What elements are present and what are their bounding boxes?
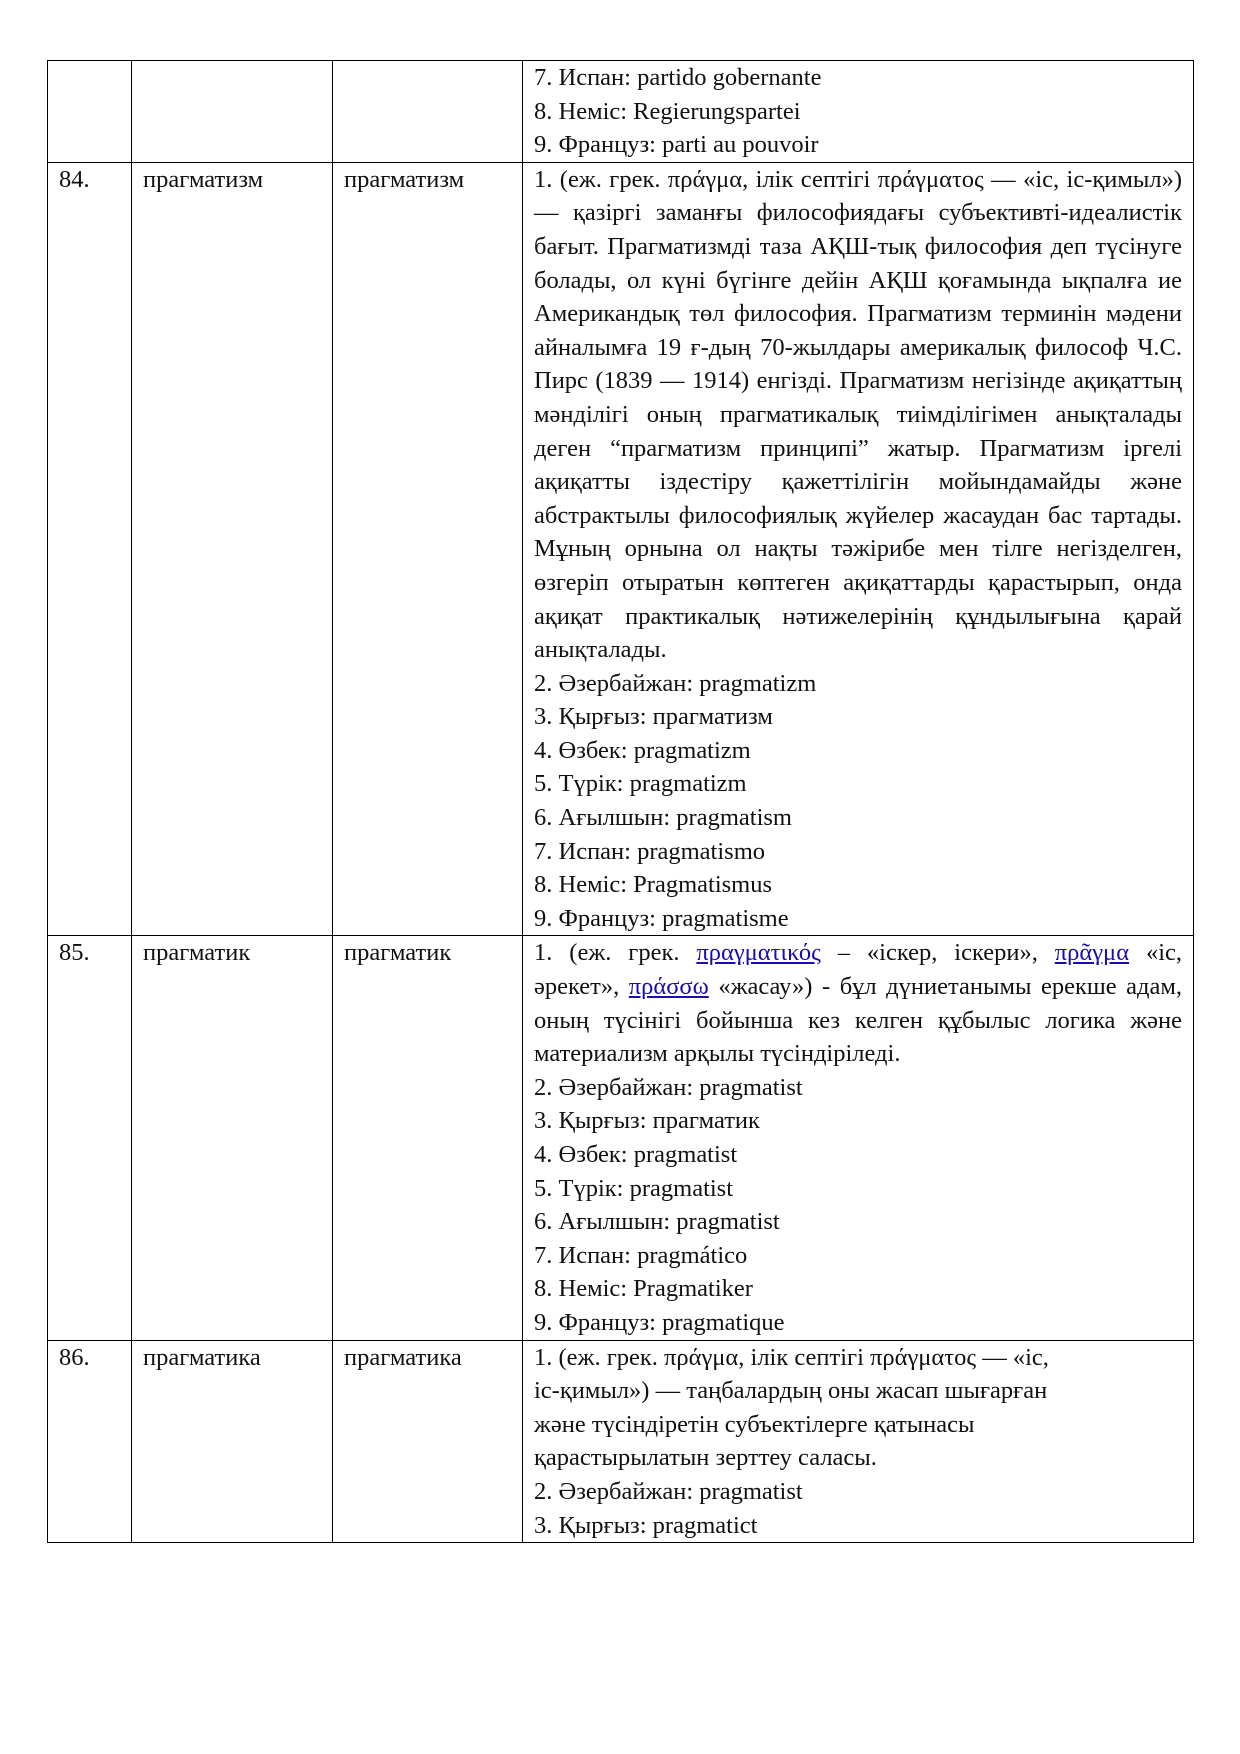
definition-text: 1. (еж. грек. πράγμα, ілік септігі πράγματος — «іс, іс-қимыл») — қазіргі заманғы философиядағы субъективті-идеалистік бағыт. Прагматизмді таза АҚШ-тық философия деп түсінуге болады, ол күні бүгінге дейін АҚШ қоғамында ықпалға ие Американдық төл философия. Прагматизм терминін мәдени айналымға 19 ғ-дың 70-жылдары америкалық философ Ч.С. Пирс (1839 — 1914) енгізді. Прагматизм негізінде ақиқаттың мәнділігі оның прагматикалық тиімділігімен анықталады деген “прагматизм принципі” жатыр. Прагматизм іргелі ақиқатты іздестіру қажеттілігін мойындамайды және абстрактылы философиялық жүйелер жасаудан бас тартады. Мұның орнына ол нақты тәжірибе мен тілге негізделген, өзгеріп отыратын көптеген ақиқаттарды қарастырып, онда ақиқат практикалық нәтижелерінің құндылығына қарай анықталады. — [534, 165, 1182, 664]
row-number — [48, 61, 132, 163]
term-russian: прагматика — [333, 1340, 523, 1543]
term-russian: прагматизм — [333, 162, 523, 936]
translation-line: 3. Қырғыз: прагматизм — [534, 703, 773, 731]
definition-segment: «іс, әрекет», — [534, 939, 1182, 1001]
table-row — [48, 936, 1194, 1340]
greek-word-link[interactable]: πράσσω — [628, 973, 709, 1001]
table-row — [48, 1340, 1194, 1543]
translation-line: 4. Өзбек: pragmatizm — [534, 736, 751, 764]
translation-line: 3. Қырғыз: pragmatict — [534, 1511, 758, 1539]
translation-line: 8. Неміс: Pragmatiker — [534, 1275, 753, 1303]
term-kazakh: прагматика — [132, 1340, 333, 1543]
table-row — [48, 61, 1194, 163]
row-number: 85. — [48, 936, 132, 1340]
translation-line: 2. Әзербайжан: pragmatist — [534, 1477, 803, 1505]
table-row — [48, 162, 1194, 936]
translation-line: 5. Түрік: pragmatist — [534, 1174, 734, 1202]
translation-line: 8. Неміс: Pragmatismus — [534, 871, 773, 899]
definition-line: іс-қимыл») — таңбалардың оны жасап шығарған — [534, 1377, 1048, 1405]
term-russian — [333, 61, 523, 163]
translation-line: 8. Неміс: Regierungspartei — [534, 97, 801, 125]
row-number: 86. — [48, 1340, 132, 1543]
definition-line: қарастырылатын зерттеу саласы. — [534, 1444, 877, 1472]
definition-segment: «жасау») - бұл дүниетанымы ерекше адам, оның түсінігі бойынша кез келген құбылыс логика және материализм арқылы түсіндіріледі. — [534, 973, 1182, 1068]
definition-segment: 1. (еж. грек. — [534, 939, 697, 967]
translation-line: 3. Қырғыз: прагматик — [534, 1107, 760, 1135]
row-number: 84. — [48, 162, 132, 936]
definition-cell — [523, 61, 1194, 163]
definition-text — [534, 936, 1182, 1070]
terminology-table — [47, 60, 1194, 1543]
translation-line: 9. Француз: pragmatique — [534, 1308, 785, 1336]
translation-line: 4. Өзбек: pragmatist — [534, 1141, 738, 1168]
translation-line: 5. Түрік: pragmatizm — [534, 770, 747, 798]
translation-line: 7. Испан: pragmático — [534, 1241, 748, 1269]
term-kazakh — [132, 61, 333, 163]
definition-cell — [523, 162, 1194, 936]
definition-cell — [523, 1340, 1194, 1543]
translation-line: 9. Француз: parti au pouvoir — [534, 131, 819, 159]
translation-line: 7. Испан: pragmatismo — [534, 837, 766, 865]
translation-line: 2. Әзербайжан: pragmatizm — [534, 669, 817, 697]
translation-line: 9. Француз: pragmatisme — [534, 904, 789, 932]
term-russian: прагматик — [333, 936, 523, 1340]
definition-cell — [523, 936, 1194, 1340]
translation-line: 7. Испан: partido gobernante — [534, 64, 822, 91]
greek-word-link[interactable]: πραγματικός — [696, 939, 821, 967]
translation-line: 6. Ағылшын: pragmatist — [534, 1208, 780, 1236]
definition-line: және түсіндіретін субъектілерге қатынасы — [534, 1410, 975, 1438]
term-kazakh: прагматизм — [132, 162, 333, 936]
greek-word-link[interactable]: πρᾶγμα — [1054, 939, 1130, 967]
translation-line: 2. Әзербайжан: pragmatist — [534, 1073, 803, 1101]
translation-line: 6. Ағылшын: pragmatism — [534, 804, 792, 832]
term-kazakh: прагматик — [132, 936, 333, 1340]
definition-line: 1. (еж. грек. πράγμα, ілік септігі πράγματος — «іс, — [534, 1343, 1049, 1371]
definition-segment: – «іскер, іскери», — [820, 939, 1055, 967]
